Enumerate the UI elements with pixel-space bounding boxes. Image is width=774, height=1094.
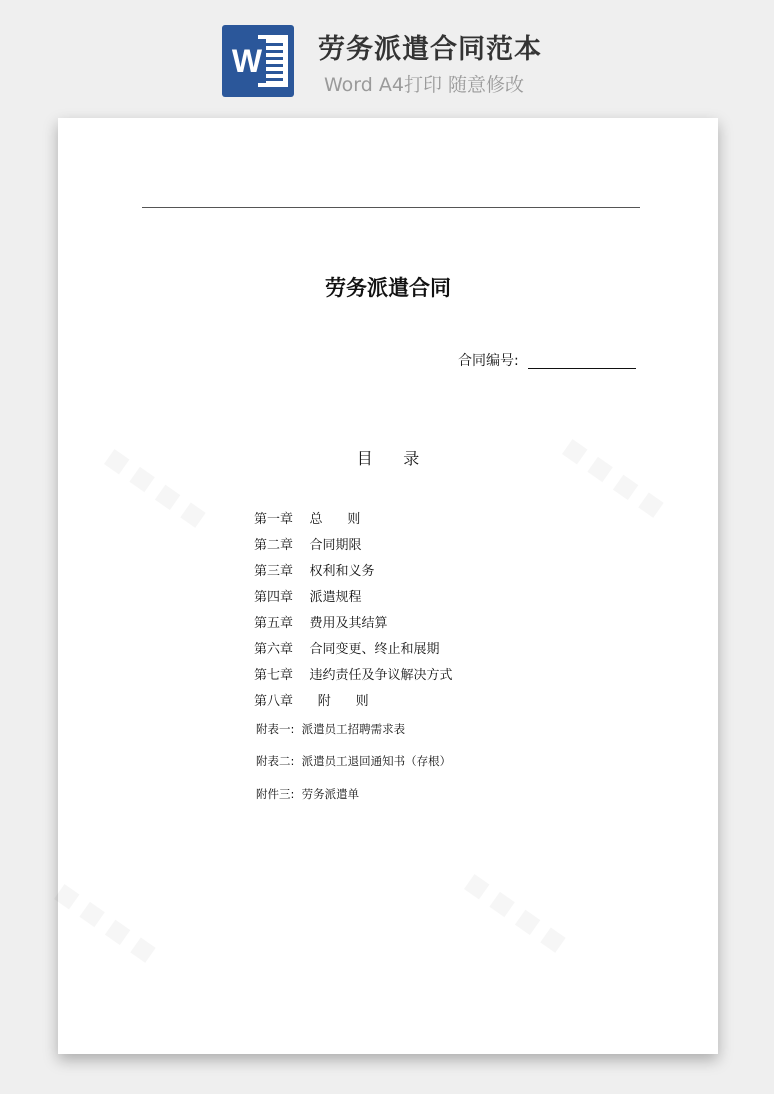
document-title: 劳务派遣合同	[325, 276, 451, 300]
toc-chapter-5: 第五章 费用及其结算	[254, 616, 388, 631]
toc-appendix-3: 附件三: 劳务派遣单	[256, 787, 360, 801]
word-icon	[222, 25, 294, 97]
contract-number-blank	[528, 368, 636, 369]
toc-chapter-3: 第三章 权利和义务	[254, 564, 375, 579]
toc-chapter-2: 第二章 合同期限	[254, 538, 362, 553]
word-logo-letter: W	[228, 39, 266, 83]
toc-appendix-2: 附表二: 派遣员工退回通知书（存根）	[256, 754, 452, 768]
document-page	[58, 118, 718, 1054]
toc-appendix-1: 附表一: 派遣员工招聘需求表	[256, 722, 406, 736]
toc-chapter-7: 第七章 违约责任及争议解决方式	[254, 668, 453, 683]
toc-chapter-1: 第一章 总 则	[254, 512, 361, 527]
toc-chapter-8: 第八章 附 则	[254, 694, 369, 709]
banner-title: 劳务派遣合同范本	[318, 34, 542, 65]
toc-heading: 目 录	[356, 449, 420, 468]
toc-chapter-4: 第四章 派遣规程	[254, 590, 362, 605]
header-rule	[142, 207, 640, 208]
banner	[0, 0, 774, 118]
banner-subtitle: Word A4打印 随意修改	[324, 74, 525, 96]
contract-number-label: 合同编号:	[458, 353, 519, 369]
toc-chapter-6: 第六章 合同变更、终止和展期	[254, 642, 440, 657]
